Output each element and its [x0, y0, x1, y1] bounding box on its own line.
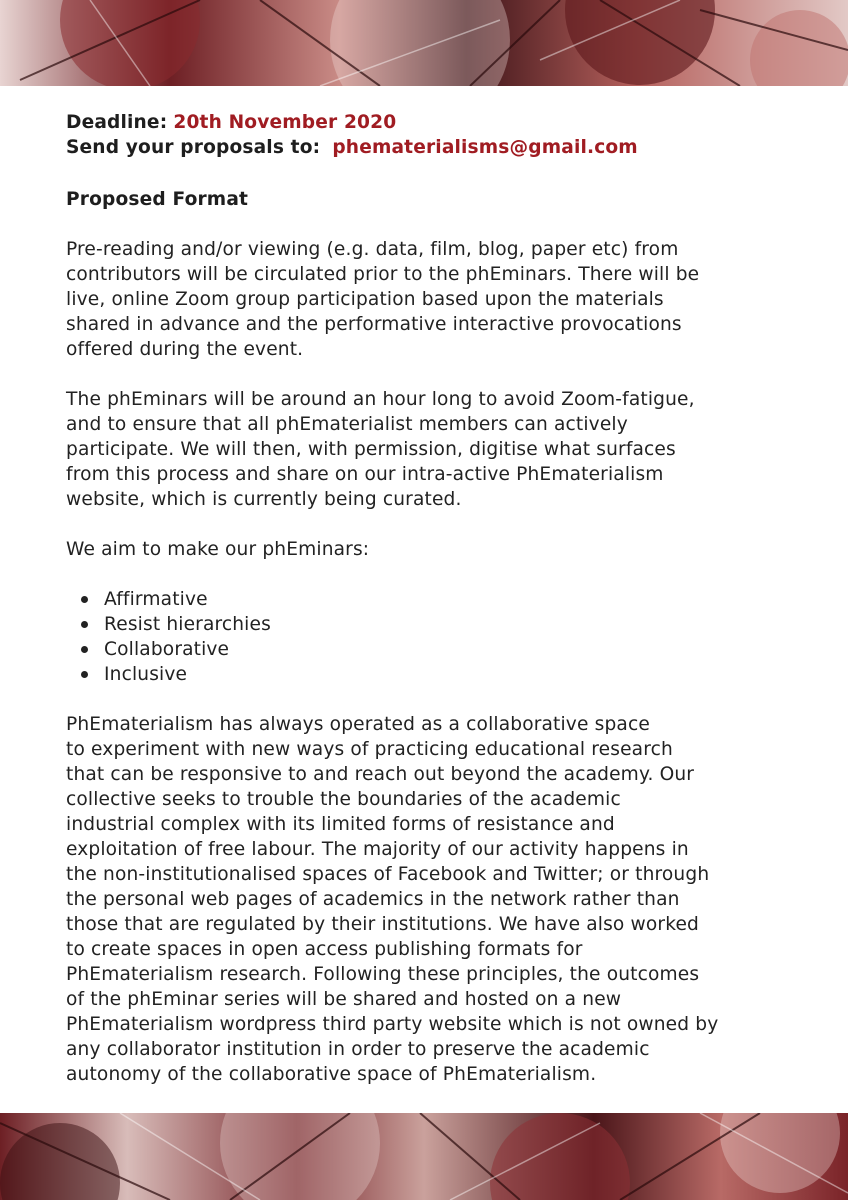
- list-item-label: Inclusive: [104, 664, 188, 685]
- paragraph-line: any collaborator institution in order to preserve the academic: [66, 1039, 650, 1060]
- paragraph-line: the personal web pages of academics in the network rather than: [66, 889, 680, 910]
- paragraph-line: website, which is currently being curated.: [66, 489, 462, 510]
- deadline-line: [66, 110, 786, 135]
- paragraph-line: to create spaces in open access publishing formats for: [66, 939, 583, 960]
- aims-list: [66, 587, 786, 687]
- paragraph-line: exploitation of free labour. The majority of our activity happens in: [66, 839, 689, 860]
- top-decorative-banner: [0, 0, 848, 86]
- paragraph-line: those that are regulated by their institutions. We have also worked: [66, 914, 699, 935]
- paragraph-line: from this process and share on our intra-active PhEmaterialism: [66, 464, 664, 485]
- paragraph-line: to experiment with new ways of practicing educational research: [66, 739, 673, 760]
- paragraph-line: shared in advance and the performative interactive provocations: [66, 314, 682, 335]
- send-proposals-label: Send your proposals to:: [66, 137, 321, 158]
- list-item-label: Affirmative: [104, 589, 208, 610]
- paragraph-about-phematerialism: [66, 712, 786, 1087]
- paragraph-line: industrial complex with its limited forms of resistance and: [66, 814, 615, 835]
- aims-intro: We aim to make our phEminars:: [66, 539, 370, 560]
- list-item: [66, 587, 786, 612]
- paragraph-line: the non-institutionalised spaces of Facebook and Twitter; or through: [66, 864, 710, 885]
- send-proposals-line: [66, 135, 786, 160]
- list-item: [66, 662, 786, 687]
- paragraph-line: autonomy of the collaborative space of PhEmaterialism.: [66, 1064, 597, 1085]
- paragraph-line: PhEmaterialism wordpress third party website which is not owned by: [66, 1014, 719, 1035]
- paragraph-line: offered during the event.: [66, 339, 304, 360]
- paragraph-line: PhEmaterialism has always operated as a collaborative space: [66, 714, 650, 735]
- list-item: [66, 612, 786, 637]
- section-heading: Proposed Format: [66, 189, 249, 210]
- paragraph-line: contributors will be circulated prior to the phEminars. There will be: [66, 264, 700, 285]
- abstract-art-image: [0, 0, 848, 86]
- document-body: [66, 110, 786, 1087]
- contact-email-link[interactable]: phematerialisms@gmail.com: [332, 137, 638, 158]
- paragraph-line: collective seeks to trouble the boundaries of the academic: [66, 789, 621, 810]
- paragraph-duration: [66, 387, 786, 512]
- paragraph-line: The phEminars will be around an hour long to avoid Zoom-fatigue,: [66, 389, 695, 410]
- paragraph-line: and to ensure that all phEmaterialist members can actively: [66, 414, 628, 435]
- bullet-icon: [81, 596, 88, 603]
- paragraph-line: that can be responsive to and reach out beyond the academy. Our: [66, 764, 695, 785]
- bullet-icon: [81, 671, 88, 678]
- bullet-icon: [81, 646, 88, 653]
- deadline-value: 20th November 2020: [173, 112, 397, 133]
- paragraph-line: PhEmaterialism research. Following these principles, the outcomes: [66, 964, 700, 985]
- paragraph-prereading: [66, 237, 786, 362]
- list-item-label: Collaborative: [104, 639, 230, 660]
- list-item-label: Resist hierarchies: [104, 614, 271, 635]
- paragraph-line: participate. We will then, with permission, digitise what surfaces: [66, 439, 676, 460]
- list-item: [66, 637, 786, 662]
- bullet-icon: [81, 621, 88, 628]
- abstract-art-image: [0, 1113, 848, 1200]
- bottom-decorative-banner: [0, 1113, 848, 1200]
- paragraph-line: Pre-reading and/or viewing (e.g. data, film, blog, paper etc) from: [66, 239, 679, 260]
- deadline-label: Deadline:: [66, 112, 168, 133]
- paragraph-line: live, online Zoom group participation based upon the materials: [66, 289, 664, 310]
- paragraph-line: of the phEminar series will be shared and hosted on a new: [66, 989, 622, 1010]
